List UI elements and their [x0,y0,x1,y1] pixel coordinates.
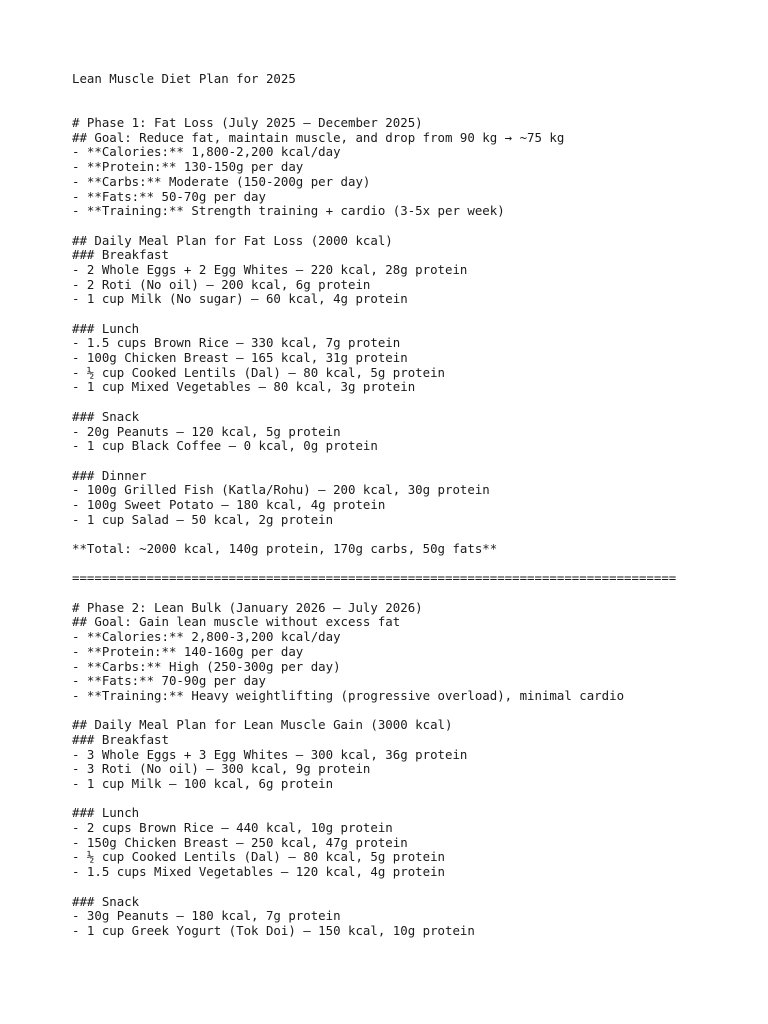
meal-heading: ### Lunch [72,805,140,821]
blank-line [72,704,752,719]
list-item: - **Calories:** 2,800-3,200 kcal/day [72,629,341,645]
list-item: - 2 Whole Eggs + 2 Egg Whites – 220 kcal, 28g protein [72,261,468,277]
blank-line [72,101,752,116]
blank-line [72,219,752,234]
meal-heading: ### Snack [72,893,140,909]
list-item: - 2 Roti (No oil) – 200 kcal, 6g protein [72,276,371,292]
list-item: - 100g Chicken Breast – 165 kcal, 31g protein [72,350,408,366]
blank-line [72,557,752,572]
blank-line [72,527,752,542]
meal-heading: ### Snack [72,408,140,424]
list-item: - 1.5 cups Mixed Vegetables – 120 kcal, 4g protein [72,864,445,880]
list-item: - 100g Sweet Potato – 180 kcal, 4g protein [72,496,386,512]
phase-heading: # Phase 1: Fat Loss (July 2025 – December 2025) [72,115,423,131]
blank-line [72,395,752,410]
list-item: - **Training:** Strength training + cardio (3-5x per week) [72,203,505,219]
list-item: - 1 cup Milk (No sugar) – 60 kcal, 4g protein [72,291,408,307]
blank-line [72,792,752,807]
blank-line [72,87,752,102]
list-item: - **Calories:** 1,800-2,200 kcal/day [72,144,341,160]
list-item: - 1 cup Black Coffee – 0 kcal, 0g protein [72,438,378,454]
list-item: - **Carbs:** Moderate (150-200g per day) [72,173,371,189]
list-item: - 2 cups Brown Rice – 440 kcal, 10g protein [72,820,393,836]
list-item: - **Protein:** 140-160g per day [72,643,304,659]
list-item: - 1 cup Mixed Vegetables – 80 kcal, 3g protein [72,379,416,395]
list-item: - 100g Grilled Fish (Katla/Rohu) – 200 kcal, 30g protein [72,482,490,498]
list-item: - 1.5 cups Brown Rice – 330 kcal, 7g protein [72,335,401,351]
blank-line [72,586,752,601]
meal-heading: ### Dinner [72,467,147,483]
meal-heading: ### Breakfast [72,247,169,263]
blank-line [72,307,752,322]
list-item: - 3 Roti (No oil) – 300 kcal, 9g protein [72,761,371,777]
list-item: - 1 cup Greek Yogurt (Tok Doi) – 150 kcal, 10g protein [72,922,475,938]
subsection-heading: ## Daily Meal Plan for Lean Muscle Gain (3000 kcal) [72,717,453,733]
total-summary: **Total: ~2000 kcal, 140g protein, 170g carbs, 50g fats** [72,541,498,556]
section-divider: ================================================================================= [72,570,677,586]
list-item: - 1 cup Salad – 50 kcal, 2g protein [72,511,334,527]
list-item: - 20g Peanuts – 120 kcal, 5g protein [72,423,341,439]
blank-line [72,880,752,895]
list-item: - **Carbs:** High (250-300g per day) [72,658,341,674]
list-item: - **Fats:** 70-90g per day [72,673,266,689]
list-item: - ½ cup Cooked Lentils (Dal) – 80 kcal, 5g protein [72,849,445,865]
subsection-heading: ## Daily Meal Plan for Fat Loss (2000 kcal) [72,232,393,248]
list-item: - 150g Chicken Breast – 250 kcal, 47g protein [72,834,408,850]
phase-heading: # Phase 2: Lean Bulk (January 2026 – July 2026) [72,599,423,615]
list-item: - 1 cup Milk – 100 kcal, 6g protein [72,776,334,791]
document-page [72,72,752,939]
meal-heading: ### Breakfast [72,731,169,747]
list-item: - **Protein:** 130-150g per day [72,159,304,175]
list-item: - **Training:** Heavy weightlifting (progressive overload), minimal cardio [72,687,625,703]
list-item: - 3 Whole Eggs + 3 Egg Whites – 300 kcal, 36g protein [72,746,468,762]
meal-heading: ### Lunch [72,320,140,336]
blank-line [72,454,752,469]
subsection-heading: ## Goal: Gain lean muscle without excess fat [72,614,401,630]
list-item: - **Fats:** 50-70g per day [72,188,266,204]
subsection-heading: ## Goal: Reduce fat, maintain muscle, and drop from 90 kg → ~75 kg [72,129,565,145]
document-title: Lean Muscle Diet Plan for 2025 [72,71,296,86]
list-item: - 30g Peanuts – 180 kcal, 7g protein [72,908,341,924]
list-item: - ½ cup Cooked Lentils (Dal) – 80 kcal, 5g protein [72,364,445,380]
